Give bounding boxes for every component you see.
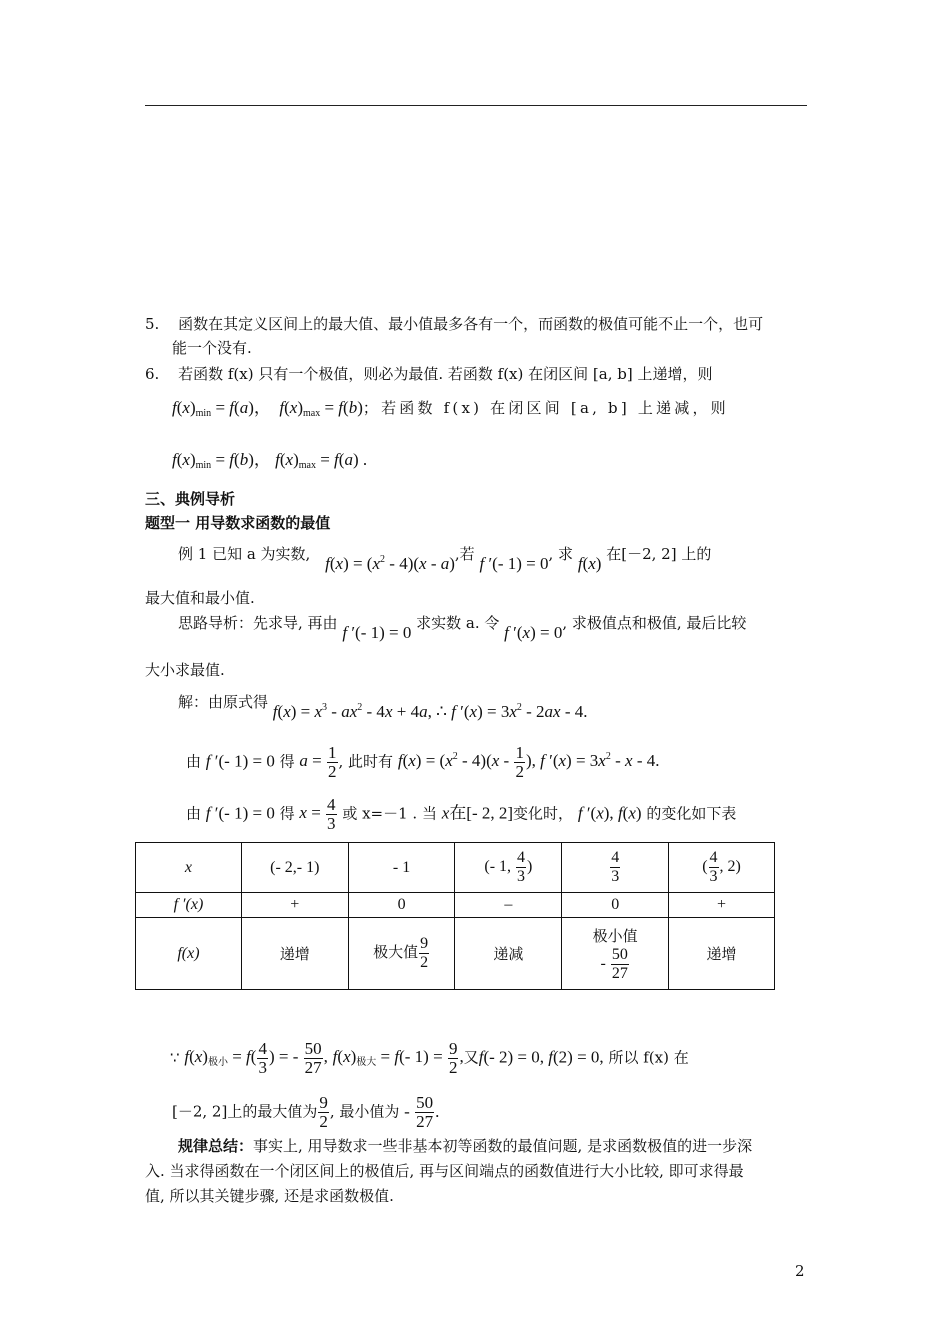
header-rule	[145, 105, 807, 106]
endpoint-values: f(- 2) = 0, f(2) = 0,	[478, 1047, 604, 1067]
cell-fprime-3: –	[455, 893, 562, 918]
formula-decreasing: $f(x)_{min} = f(b)$， $f(x)_{max} = f(a)$ .	[172, 450, 368, 471]
row-label-f: f(x)	[136, 918, 242, 990]
idea-zero: f ′(x) = 0	[504, 623, 563, 642]
cell-x-5: ( $\frac{4}{3}$ , 2)	[669, 843, 775, 893]
summary-line2: 入. 当求得函数在一个闭区间上的极值后, 再与区间端点的函数值进行大小比较, 即可求得最	[145, 1162, 744, 1180]
conclusion-line1: ∵ $f(x)_{极小} = f$( $\frac{4}{3}$ ) = - $\frac{50}{27}$ , $f(x)_{极大} = f(-$ 1) = $\frac{9}{2}$ ,又f(- 2) = 0, f(2) = 0, 所以 f(x) 在	[170, 1039, 689, 1077]
example-line1: 例 1 已知 a 为实数, $f(x) = (x^2 - 4)(x - a)$,若 f ′(- 1) = 0, 求 f(x) 在[－2, 2] 上的	[178, 545, 712, 573]
summary-line3: 值, 所以其关键步骤, 还是求函数极值.	[145, 1187, 394, 1205]
cell-fprime-2: 0	[348, 893, 455, 918]
type-title: 题型一 用导数求函数的最值	[145, 514, 331, 532]
idea-line1: 思路导析：先求导, 再由 f ′(- 1) = 0 求实数 a. 令 f ′(x) = 0, 求极值点和极值, 最后比较	[178, 614, 747, 642]
section-heading: 三、典例导析	[145, 490, 236, 508]
example-fx: f(x)	[577, 554, 602, 573]
conclusion-line2: [－2, 2]上的最大值为 $\frac{9}{2}$ , 最小值为 - $\frac{50}{27}$ .	[172, 1093, 440, 1132]
row-label-x: x	[136, 843, 242, 893]
cell-f-2: 极大值 $\frac{9}{2}$	[348, 918, 455, 990]
cell-x-2: - 1	[348, 843, 455, 893]
cell-x-3: (- 1, $\frac{4}{3}$ )	[455, 843, 562, 893]
step1-formulas: $f(x) = (x^2 - 4)(x$ - $\frac{1}{2}$ ), f $'(x) = 3x^2 - x - 4$.	[397, 743, 660, 781]
solution-expand: $f(x) = x^3 - ax^2 - 4x + 4a$, ∴ f $'(x) = 3x^2 - 2ax - 4$.	[272, 702, 588, 721]
solution-line1: 解：由原式得 $f(x) = x^3 - ax^2 - 4x + 4a$, ∴ f $'(x) = 3x^2 - 2ax - 4$.	[178, 693, 588, 721]
step1-condition: f ′(- 1) = 0	[205, 751, 275, 771]
cell-fprime-4: 0	[562, 893, 669, 918]
idea-condition: f ′(- 1) = 0	[342, 623, 412, 642]
cell-f-3: 递减	[455, 918, 562, 990]
item-6-line2: $f(x)_{min} = f(a)$， $f(x)_{max} = f(b)$；若函数 f(x) 在闭区间 [a, b] 上递减，则	[172, 398, 729, 419]
fprime-fx: f ′(x), f(x)	[577, 803, 642, 823]
cell-f-5: 递增	[669, 918, 775, 990]
conclusion-min: $f(x)_{极小} = f$( $\frac{4}{3}$ ) = - $\frac{50}{27}$ ,	[184, 1039, 328, 1077]
item-6: 6. 若函数 f(x) 只有一个极值，则必为最值. 若函数 f(x) 在闭区间 [a, b] 上递增，则	[145, 365, 713, 383]
cell-fprime-1: +	[241, 893, 348, 918]
x-range: x在[- 2, 2]	[441, 803, 514, 823]
x-root: x = $\frac{4}{3}$	[299, 795, 336, 833]
conclusion-max: $f(x)_{极大} = f(-$ 1) = $\frac{9}{2}$ ,	[332, 1039, 464, 1077]
example-function: $f(x) = (x^2 - 4)(x - a)$	[325, 554, 455, 573]
item-6-line3	[172, 450, 367, 476]
solution-line2: 由 f ′(- 1) = 0 得 a = $\frac{1}{2}$ , 此时有 $f(x) = (x^2 - 4)(x$ - $\frac{1}{2}$ ), f $'(x) = 3x^2 - x - 4$.	[186, 743, 660, 781]
idea-line2: 大小求最值.	[145, 661, 225, 679]
table-row-fprime	[136, 893, 775, 918]
cell-f-4: 极小值 - $\frac{50}{27}$	[562, 918, 669, 990]
summary-line1: 规律总结：事实上, 用导数求一些非基本初等函数的最值问题, 是求函数极值的进一步深	[178, 1137, 753, 1155]
example-line2: 最大值和最小值.	[145, 589, 255, 607]
cell-fprime-5: +	[669, 893, 775, 918]
cell-x-4: $\frac{4}{3}$	[562, 843, 669, 893]
page-number: 2	[795, 1262, 805, 1280]
table-row-f	[136, 918, 775, 990]
item-5: 5. 函数在其定义区间上的最大值、最小值最多各有一个，而函数的极值可能不止一个，也可	[145, 315, 764, 333]
solution-line3: 由 f ′(- 1) = 0 得 x = $\frac{4}{3}$ 或 x=－1 . 当 x在[- 2, 2]变化时， f ′(x), f(x) 的变化如下表	[186, 795, 737, 833]
variation-table	[135, 842, 775, 990]
min-value: - $\frac{50}{27}$ .	[404, 1093, 440, 1132]
example-condition: f ′(- 1) = 0	[479, 554, 549, 573]
step2-condition: f ′(- 1) = 0	[205, 803, 275, 823]
row-label-fprime: f ′(x)	[136, 893, 242, 918]
formula-increasing: $f(x)_{min} = f(a)$， $f(x)_{max} = f(b)$	[172, 398, 363, 419]
cell-f-1: 递增	[241, 918, 348, 990]
table-row-x	[136, 843, 775, 893]
cell-x-1: (- 2,- 1)	[241, 843, 348, 893]
a-value: a = $\frac{1}{2}$	[299, 743, 337, 781]
item-5-line2: 能一个没有.	[172, 339, 252, 357]
